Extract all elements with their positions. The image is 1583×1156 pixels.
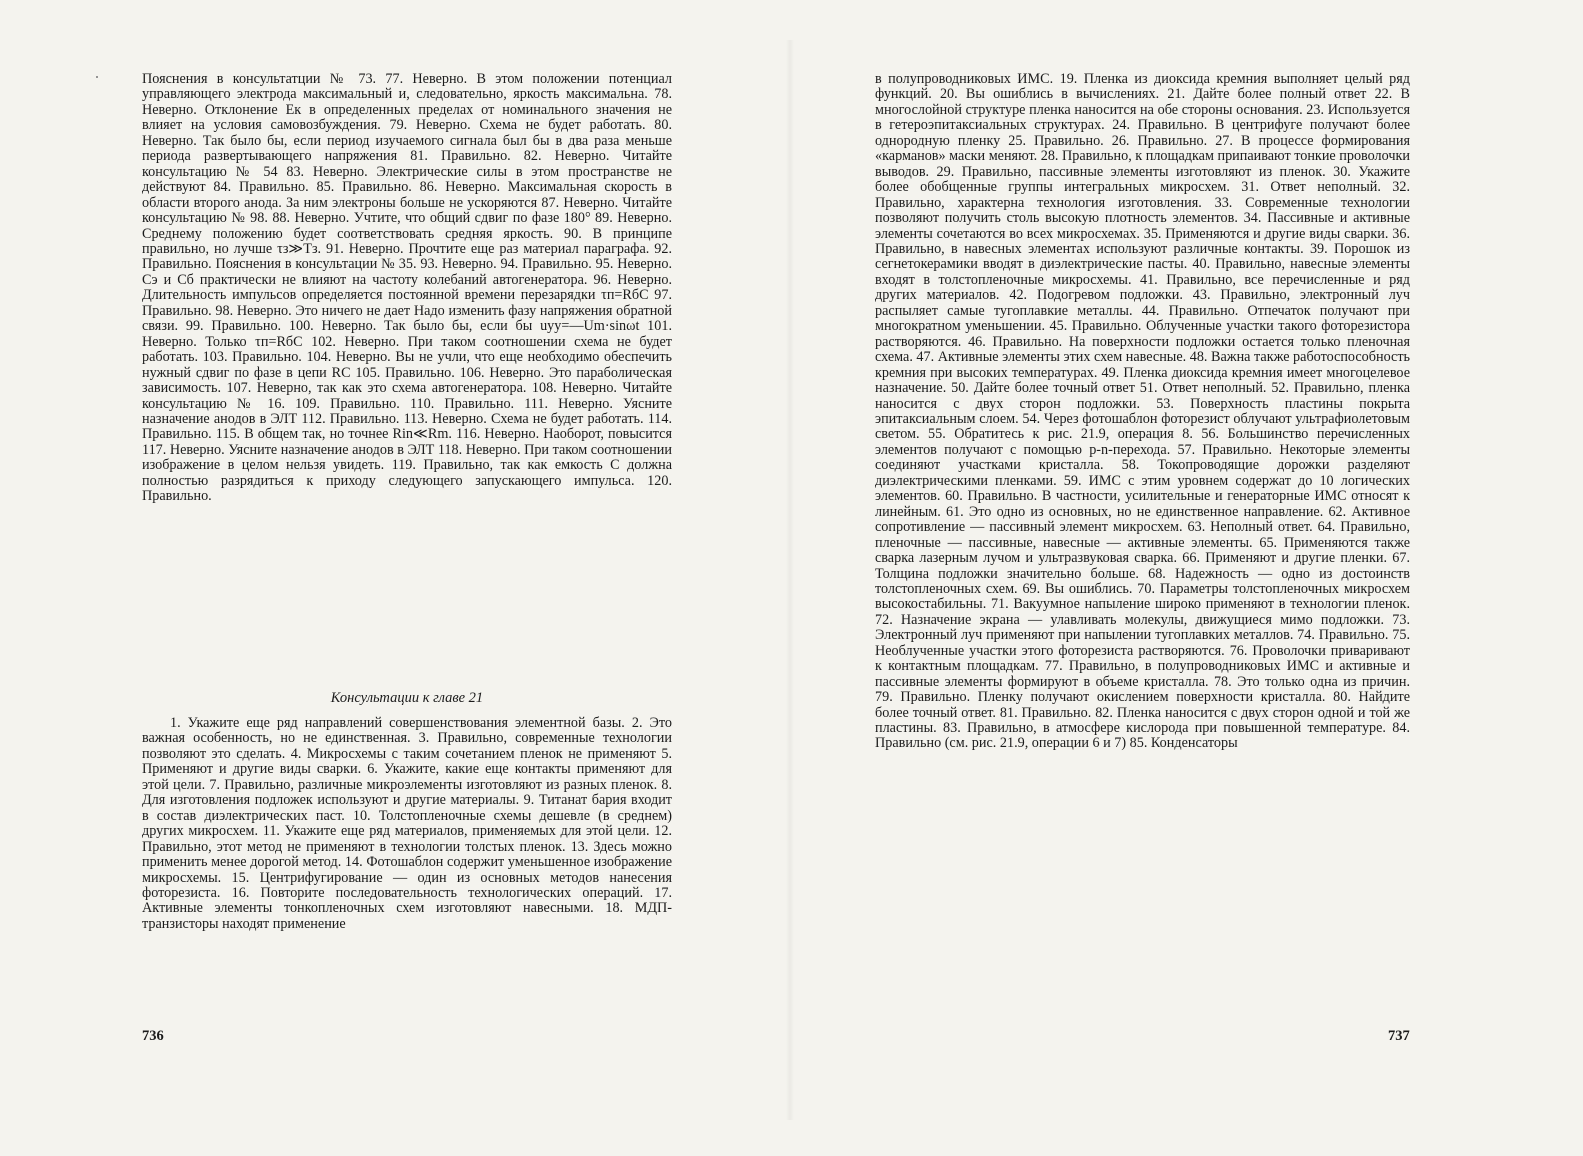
left-text-block-2 — [142, 716, 672, 932]
right-paragraph: в полупроводниковых ИМС. 19. Пленка из диоксида кремния выполняет целый ряд функций. 20. Вы ошиблись в вычислениях. 21. Дайте более полный ответ 22. В многослойной структуре пленка наносится на обе стороны основания. 23. Используется в гетероэпитаксиальных структурах. 24. Правильно. В центрифуге получают более однородную пленку 25. Правильно. 26. Правильно. 27. В процессе формирования «карманов» маски меняют. 28. Правильно, к площадкам припаивают тонкие проволочки выводов. 29. Правильно, пассивные элементы изготовляют из пленок. 30. Укажите более обобщенные группы интегральных микросхем. 31. Ответ неполный. 32. Правильно, характерна технология изготовления. 33. Современные технологии позволяют получить столь высокую плотность элементов. 34. Пассивные и активные элементы сочетаются во всех микросхемах. 35. Применяются и другие виды сварки. 36. Правильно, в навесных элементах используют различные контакты. 39. Порошок из сегнетокерамики вводят в диэлектрические пасты. 40. Правильно, навесные элементы входят в толстопленочные микросхемы. 41. Правильно, все перечисленные и ряд других материалов. 42. Подогревом подложки. 43. Правильно, электронный луч распыляет самые тугоплавкие металлы. 44. Правильно. Отпечаток получают при многократном уменьшении. 45. Правильно. Облученные участки такого фоторезистора растворяются. 46. Правильно. На поверхности подложки остается только пленочная схема. 47. Активные элементы этих схем навесные. 48. Важна также работоспособность кремния при высоких температурах. 49. Пленка диоксида кремния имеет многоцелевое назначение. 50. Дайте более точный ответ 51. Ответ неполный. 52. Правильно, пленка наносится с двух сторон подложки. 53. Поверхность пластины покрыта эпитаксиальным слоем. 54. Через фотошаблон фоторезист облучают ультрафиолетовым светом. 55. Обратитесь к рис. 21.9, операция 8. 56. Большинство перечисленных элементов получают с помощью p-n-перехода. 57. Правильно. Некоторые элементы соединяют участками кристалла. 58. Токопроводящие дорожки разделяют диэлектрическими пленками. 59. ИМС с этим уровнем содержат до 10 логических элементов. 60. Правильно. В частности, усилительные и генераторные ИМС относят к линейным. 61. Это одно из основных, но не единственное направление. 62. Активное сопротивление — пассивный элемент микросхем. 63. Неполный ответ. 64. Правильно, пленочные — пассивные, навесные — активные элементы. 65. Применяются также сварка лазерным лучом и ультразвуковая сварка. 66. Применяют и другие пленки. 67. Толщина подложки значительно больше. 68. Надежность — одно из достоинств толстопленочных схем. 69. Вы ошиблись. 70. Параметры толстопленочных микросхем высокостабильны. 71. Вакуумное напыление широко применяют в технологии пленок. 72. Назначение экрана — улавливать молекулы, движущиеся мимо подложки. 73. Электронный луч применяют при напылении тугоплавких металлов. 74. Правильно. 75. Необлученные участки этого фоторезиста растворяются. 76. Проволочки приваривают к контактным площадкам. 77. Правильно, в полупроводниковых ИМС и активные и пассивные элементы формируют в объеме кристалла. 78. Это только одна из причин. 79. Правильно. Пленку получают окислением поверхности кристалла. 80. Найдите более точный ответ. 81. Правильно. 82. Пленка наносится с двух сторон одной и той же пластины. 83. Правильно, в атмосфере кислорода при повышенной температуре. 84. Правильно (см. рис. 21.9, операции 6 и 7) 85. Конденсаторы — [875, 71, 1410, 752]
scan-speck — [96, 76, 98, 78]
left-page — [0, 0, 790, 1156]
page-number-right: 737 — [1388, 1028, 1410, 1044]
right-text-block — [875, 72, 1410, 752]
right-page — [790, 0, 1583, 1156]
chapter-consultation-heading: Консультации к главе 21 — [330, 690, 484, 706]
left-paragraph: Пояснения в консультатции № 73. 77. Неверно. В этом положении потенциал управляющего электрода максимальный и, следовательно, яркость максимальна. 78. Неверно. Отклонение Eк в определенных пределах от номинального значения не влияет на условия самовозбуждения. 79. Неверно. Схема не будет работать. 80. Неверно. Так было бы, если период изучаемого сигнала был бы в два раза меньше периода развертывающего напряжения 81. Правильно. 82. Неверно. Читайте консультацию № 54 83. Неверно. Электрические силы в этом пространстве не действуют 84. Правильно. 85. Правильно. 86. Неверно. Максимальная скорость в области второго анода. За ним электроны больше не ускоряются 87. Неверно. Читайте консультацию № 98. 88. Неверно. Учтите, что общий сдвиг по фазе 180° 89. Неверно. Среднему положению будет соответствовать средняя яркость. 90. В принципе правильно, но лучше τз≫Tз. 91. Неверно. Прочтите еще раз материал параграфа. 92. Правильно. Пояснения в консультации № 35. 93. Неверно. 94. Правильно. 95. Неверно. Cэ и Cб практически не влияют на частоту колебаний автогенератора. 96. Неверно. Длительность импульсов определяется постоянной времени перезарядки τп=RбC 97. Правильно. 98. Неверно. Это ничего не дает Надо изменить фазу напряжения обратной связи. 99. Правильно. 100. Неверно. Так было бы, если бы uуу=—Um·sinωt 101. Неверно. Только τп=RбC 102. Неверно. При таком соотношении схема не будет работать. 103. Правильно. 104. Неверно. Вы не учли, что еще необходимо обеспечить нужный сдвиг по фазе в цепи RC 105. Правильно. 106. Неверно. Это параболическая зависимость. 107. Неверно, так как это схема автогенератора. 108. Неверно. Читайте консультацию № 16. 109. Правильно. 110. Правильно. 111. Неверно. Уясните назначение анодов в ЭЛТ 112. Правильно. 113. Неверно. Схема не будет работать. 114. Правильно. 115. В общем так, но точнее Rin≪Rm. 116. Неверно. Наоборот, повысится 117. Неверно. Уясните назначение анодов в ЭЛТ 118. Неверно. При таком соотношении изображение в целом нельзя увидеть. 119. Правильно, так как емкость C должна полностью разрядиться к приходу следующего запускающего импульса. 120. Правильно. — [142, 71, 672, 505]
page-number-left: 736 — [142, 1028, 164, 1044]
left-paragraph-2: 1. Укажите еще ряд направлений совершенствования элементной базы. 2. Это важная особенность, но не единственная. 3. Правильно, современные технологии позволяют это сделать. 4. Микросхемы с таким сочетанием пленок не применяют 5. Применяют и другие виды сварки. 6. Укажите, какие еще контакты применяют для этой цели. 7. Правильно, различные микроэлементы изготовляют из разных пленок. 8. Для изготовления подложек используют и другие материалы. 9. Титанат бария входит в состав диэлектрических паст. 10. Толстопленочные схемы дешевле (в среднем) других микросхем. 11. Укажите еще ряд материалов, применяемых для этой цели. 12. Правильно, этот метод не применяют в технологии толстых пленок. 13. Здесь можно применить менее дорогой метод. 14. Фотошаблон содержит уменьшенное изображение микросхемы. 15. Центрифугирование — один из основных методов нанесения фоторезиста. 16. Повторите последовательность технологических операций. 17. Активные элементы тонкопленочных схем изготовляют навесными. 18. МДП-транзисторы находят применение — [142, 715, 672, 932]
left-text-block — [142, 72, 672, 505]
